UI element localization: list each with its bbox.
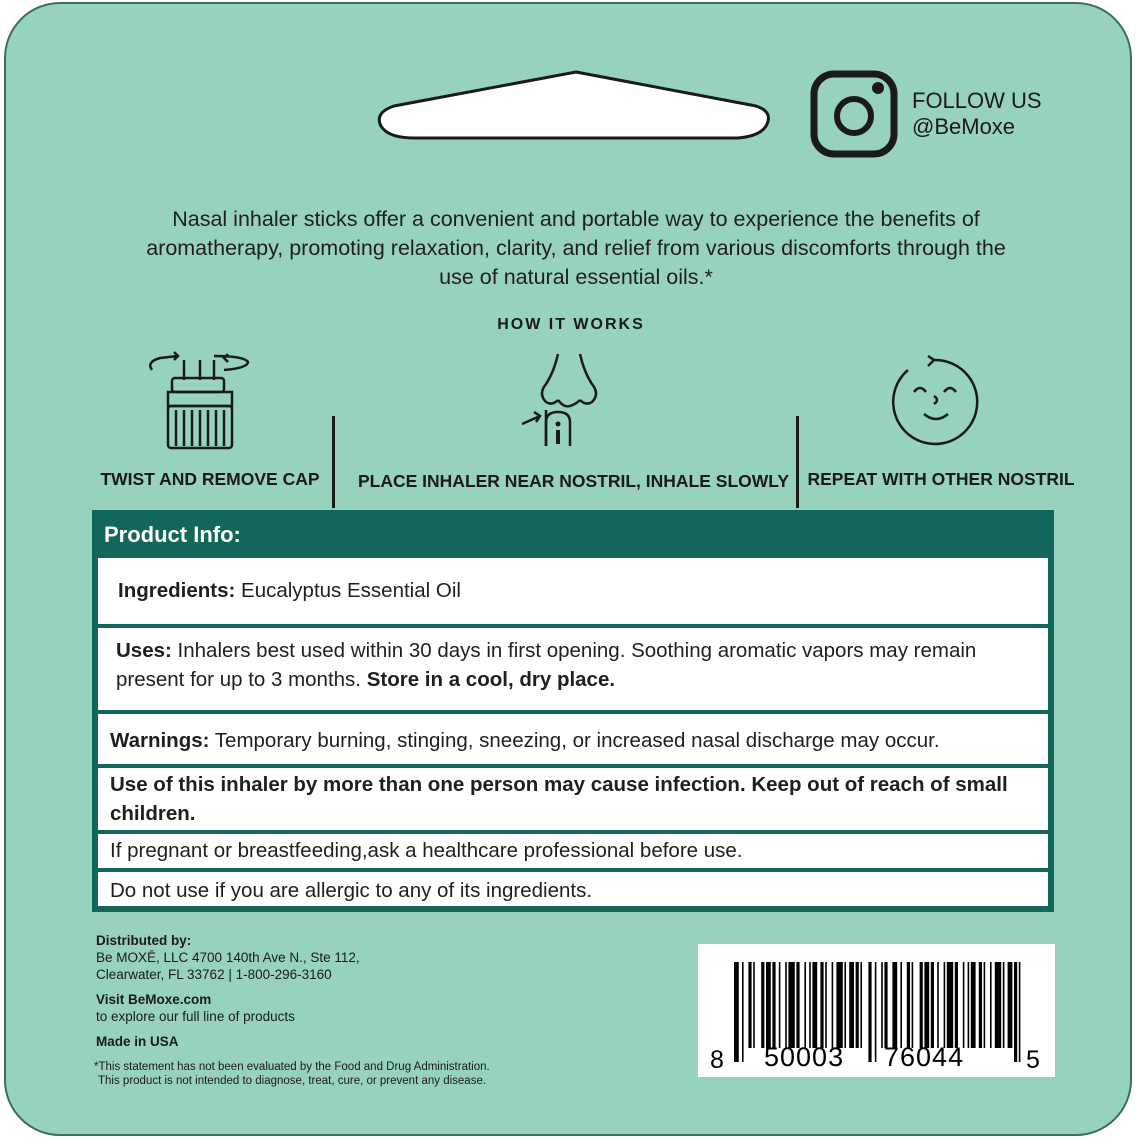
barcode-bar: [931, 962, 934, 1048]
disclaimer-line2: This product is not intended to diagnose, treat, cure, or prevent any disease.: [98, 1075, 487, 1087]
ingredients-row: [98, 558, 1048, 624]
barcode-bar: [825, 962, 827, 1048]
barcode: [698, 944, 1055, 1077]
allergy-warning-row: Do not use if you are allergic to any of its ingredients.: [98, 872, 1048, 906]
barcode-bar: [820, 962, 823, 1048]
fda-disclaimer: [94, 1060, 490, 1088]
barcode-bar: [748, 962, 751, 1048]
product-card-back: [4, 2, 1132, 1136]
step-2-label: PLACE INHALER NEAR NOSTRIL, INHALE SLOWLY: [358, 471, 790, 491]
hang-hole-shape: [374, 68, 778, 146]
barcode-bar: [1003, 962, 1005, 1048]
barcode-bar: [995, 962, 1001, 1048]
barcode-bar: [788, 962, 794, 1048]
barcode-bar: [772, 962, 775, 1048]
distributor-address-line2: Clearwater, FL 33762 | 1-800-296-3160: [96, 967, 332, 982]
barcode-bar: [868, 962, 871, 1062]
barcode-bar: [804, 962, 806, 1048]
barcode-bar: [881, 962, 883, 1048]
product-info-panel: [92, 510, 1054, 912]
made-in-text: Made in USA: [96, 1034, 179, 1049]
barcode-bar: [812, 962, 817, 1048]
barcode-bar: [753, 962, 755, 1048]
barcode-bar: [856, 962, 859, 1048]
barcode-bar: [844, 962, 846, 1048]
barcode-bars: [698, 944, 1055, 1077]
website-text: Visit BeMoxe.com: [96, 992, 212, 1007]
uses-text: Inhalers best used within 30 days in first opening. Soothing aromatic vapors may remain present for up to 3 months.: [116, 639, 977, 691]
barcode-bar: [971, 962, 976, 1048]
barcode-bar: [1014, 962, 1017, 1062]
explore-text: to explore our full line of products: [96, 1009, 295, 1024]
disclaimer-line1: *This statement has not been evaluated by the Food and Drug Administration.: [94, 1061, 490, 1073]
twist-cap-icon: [144, 348, 254, 452]
barcode-bar: [912, 962, 914, 1048]
barcode-bar: [990, 962, 992, 1048]
barcode-bar: [836, 962, 842, 1048]
barcode-bar: [900, 962, 902, 1048]
barcode-bar: [742, 962, 744, 1062]
barcode-bar: [937, 962, 939, 1048]
barcode-bar: [892, 962, 897, 1048]
barcode-bar: [924, 962, 929, 1048]
storage-instruction: Store in a cool, dry place.: [366, 668, 616, 691]
follow-us-text: [912, 88, 1042, 140]
step-divider-2: [796, 416, 799, 508]
ingredients-text: Eucalyptus Essential Oil: [235, 579, 461, 602]
barcode-bar: [1019, 962, 1021, 1062]
barcode-bar: [955, 962, 958, 1048]
barcode-bar: [785, 962, 787, 1048]
barcode-bar: [809, 962, 811, 1048]
barcode-bar: [766, 962, 771, 1048]
barcode-digit-last: 5: [1026, 1046, 1040, 1074]
barcode-bar: [875, 962, 877, 1062]
barcode-bar: [968, 962, 970, 1048]
warnings-row: [98, 714, 1048, 764]
barcode-bar: [944, 962, 946, 1048]
social-handle: @BeMoxe: [912, 114, 1016, 139]
ingredients-label: Ingredients:: [118, 579, 236, 602]
barcode-bar: [884, 962, 887, 1048]
barcode-bar: [734, 962, 739, 1062]
pregnancy-warning-row: If pregnant or breastfeeding,ask a healthcare professional before use.: [98, 834, 1048, 868]
uses-row: [98, 628, 1048, 710]
barcode-bar: [963, 962, 965, 1048]
barcode-bar: [1008, 962, 1013, 1048]
barcode-bar: [860, 962, 862, 1048]
step-3-label: REPEAT WITH OTHER NOSTRIL: [807, 469, 1075, 489]
how-it-works-title: HOW IT WORKS: [497, 316, 645, 333]
barcode-bar: [849, 962, 854, 1048]
nose-inhale-icon: [512, 350, 612, 450]
barcode-bar: [832, 962, 834, 1048]
distributor-address-line1: Be MOXĒ, LLC 4700 140th Ave N., Ste 112,: [96, 950, 360, 965]
barcode-bar: [920, 962, 923, 1048]
barcode-digit-first: 8: [710, 1046, 724, 1074]
smiley-repeat-icon: [888, 352, 988, 452]
warnings-text: Temporary burning, stinging, sneezing, or increased nasal discharge may occur.: [209, 729, 940, 752]
instagram-icon[interactable]: [810, 70, 898, 158]
barcode-bar: [984, 962, 986, 1048]
barcode-bar: [907, 962, 910, 1048]
barcode-bar: [979, 962, 982, 1048]
warnings-label: Warnings:: [110, 729, 210, 752]
uses-label: Uses:: [116, 639, 172, 662]
infection-warning-row: Use of this inhaler by more than one person may cause infection. Keep out of reach of small children.: [98, 768, 1048, 830]
step-1-label: TWIST AND REMOVE CAP: [100, 469, 320, 489]
distributor-heading: Distributed by:: [96, 933, 192, 948]
barcode-group-1: 50003: [764, 1042, 845, 1072]
distributor-info: [96, 932, 360, 1050]
step-divider-1: [332, 416, 335, 508]
barcode-bar: [761, 962, 764, 1048]
intro-paragraph: Nasal inhaler sticks offer a convenient and portable way to experience the benefits of aromatherapy, promoting relaxation, clarity, and relief from various discomforts through the use of natural essential oils.*: [146, 207, 1006, 289]
barcode-bar: [779, 962, 781, 1048]
barcode-group-2: 76044: [884, 1042, 965, 1072]
product-info-title: Product Info:: [104, 522, 241, 547]
barcode-bar: [796, 962, 799, 1048]
barcode-bar: [947, 962, 953, 1048]
follow-us-label: FOLLOW US: [912, 88, 1042, 113]
